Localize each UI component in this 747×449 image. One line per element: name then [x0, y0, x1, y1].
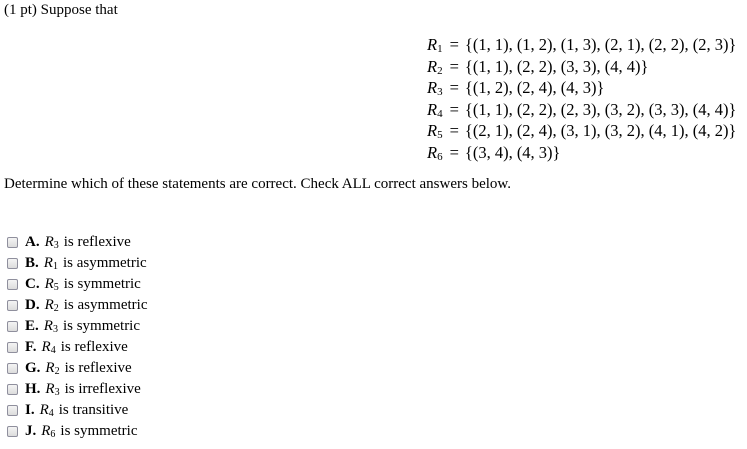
- option-h[interactable]: [7, 379, 148, 400]
- option-letter: H.: [25, 381, 41, 397]
- option-relation: $R_2$: [45, 360, 60, 377]
- relation-set: {(1, 1), (2, 2), (2, 3), (3, 2), (3, 3), (4, 4)}: [464, 99, 737, 119]
- relation-set: {(1, 2), (2, 4), (4, 3)}: [464, 78, 605, 97]
- option-letter: D.: [25, 297, 40, 313]
- option-letter: I.: [25, 402, 35, 418]
- option-text: is reflexive: [63, 234, 131, 250]
- relation-name: $R_4$: [427, 99, 443, 120]
- checkbox-j[interactable]: [7, 426, 18, 437]
- option-letter: B.: [25, 255, 39, 271]
- relation-row-r5: $R_5 = \{(2$, 1), (2, 4), (3, 1), (3, 2), (4, 1), (4, 2)}: [427, 120, 736, 142]
- option-text: is asymmetric: [63, 297, 148, 313]
- relation-set: {(3, 4), (4, 3)}: [464, 142, 561, 162]
- relation-name: $R_5$: [427, 121, 443, 141]
- relation-set: {(1, 1), (2, 2), (3, 3), (4, 4)}: [464, 56, 649, 76]
- option-letter: F.: [25, 339, 37, 355]
- checkbox-d[interactable]: [7, 300, 18, 311]
- checkbox-g[interactable]: [7, 363, 18, 374]
- option-j[interactable]: [7, 421, 148, 442]
- relation-row-r3: $R_3 = \{(1$, 2), (2, 4), (4, 3)}: [427, 77, 736, 99]
- relation-name: $R_3$: [427, 78, 443, 98]
- option-letter: G.: [25, 360, 41, 376]
- option-letter: J.: [25, 423, 37, 439]
- checkbox-b[interactable]: [7, 258, 18, 269]
- option-c[interactable]: [7, 274, 148, 295]
- option-text: is symmetric: [62, 318, 141, 334]
- option-relation: $R_3$: [45, 381, 60, 398]
- checkbox-h[interactable]: [7, 384, 18, 395]
- option-text: is reflexive: [64, 360, 132, 376]
- instructions-text: Determine which of these statements are correct. Check ALL correct answers below.: [4, 176, 512, 192]
- option-letter: A.: [25, 234, 40, 250]
- option-text: is asymmetric: [62, 255, 147, 271]
- option-relation: $R_2$: [44, 297, 59, 314]
- option-relation: $R_3$: [44, 234, 59, 251]
- option-relation: $R_3$: [43, 318, 58, 335]
- relations-block: [427, 34, 736, 163]
- problem-intro: (1 pt) Suppose that: [4, 2, 118, 18]
- relation-set: {(2, 1), (2, 4), (3, 1), (3, 2), (4, 1), (4, 2)}: [464, 121, 737, 140]
- option-d[interactable]: [7, 295, 148, 316]
- option-relation: $R_1$: [43, 255, 58, 272]
- option-text: is transitive: [58, 402, 129, 418]
- option-g[interactable]: [7, 358, 148, 379]
- option-a[interactable]: [7, 232, 148, 253]
- relation-set: {(1, 1), (1, 2), (1, 3), (2, 1), (2, 2), (2, 3)}: [464, 35, 737, 54]
- option-text: is symmetric: [63, 276, 141, 292]
- relation-row-r6: $R_6 = \{(3$, 4), (4, 3)}: [427, 142, 736, 164]
- option-letter: E.: [25, 318, 39, 334]
- option-relation: $R_4$: [39, 402, 54, 419]
- checkbox-e[interactable]: [7, 321, 18, 332]
- checkbox-c[interactable]: [7, 279, 18, 290]
- relation-row-r1: $R_1 = \{(1$, 1), (1, 2), (1, 3), (2, 1), (2, 2), (2, 3)}: [427, 34, 736, 56]
- relation-name: $R_6$: [427, 142, 443, 163]
- option-letter: C.: [25, 276, 40, 292]
- checkbox-a[interactable]: [7, 237, 18, 248]
- option-text: is irreflexive: [64, 381, 141, 397]
- checkbox-f[interactable]: [7, 342, 18, 353]
- option-text: is symmetric: [60, 423, 138, 439]
- relation-row-r2: $R_2 = \{(1$, 1), (2, 2), (3, 3), (4, 4)}: [427, 56, 736, 78]
- option-relation: $R_4$: [41, 339, 56, 356]
- option-relation: $R_5$: [44, 276, 59, 293]
- relation-name: $R_2$: [427, 56, 443, 77]
- option-e[interactable]: [7, 316, 148, 337]
- checkbox-i[interactable]: [7, 405, 18, 416]
- option-i[interactable]: [7, 400, 148, 421]
- answer-options-list: [7, 232, 148, 442]
- option-f[interactable]: [7, 337, 148, 358]
- relation-name: $R_1$: [427, 35, 443, 55]
- relation-row-r4: $R_4 = \{(1$, 1), (2, 2), (2, 3), (3, 2), (3, 3), (4, 4)}: [427, 99, 736, 121]
- option-b[interactable]: [7, 253, 148, 274]
- option-relation: $R_6$: [41, 423, 56, 440]
- option-text: is reflexive: [60, 339, 128, 355]
